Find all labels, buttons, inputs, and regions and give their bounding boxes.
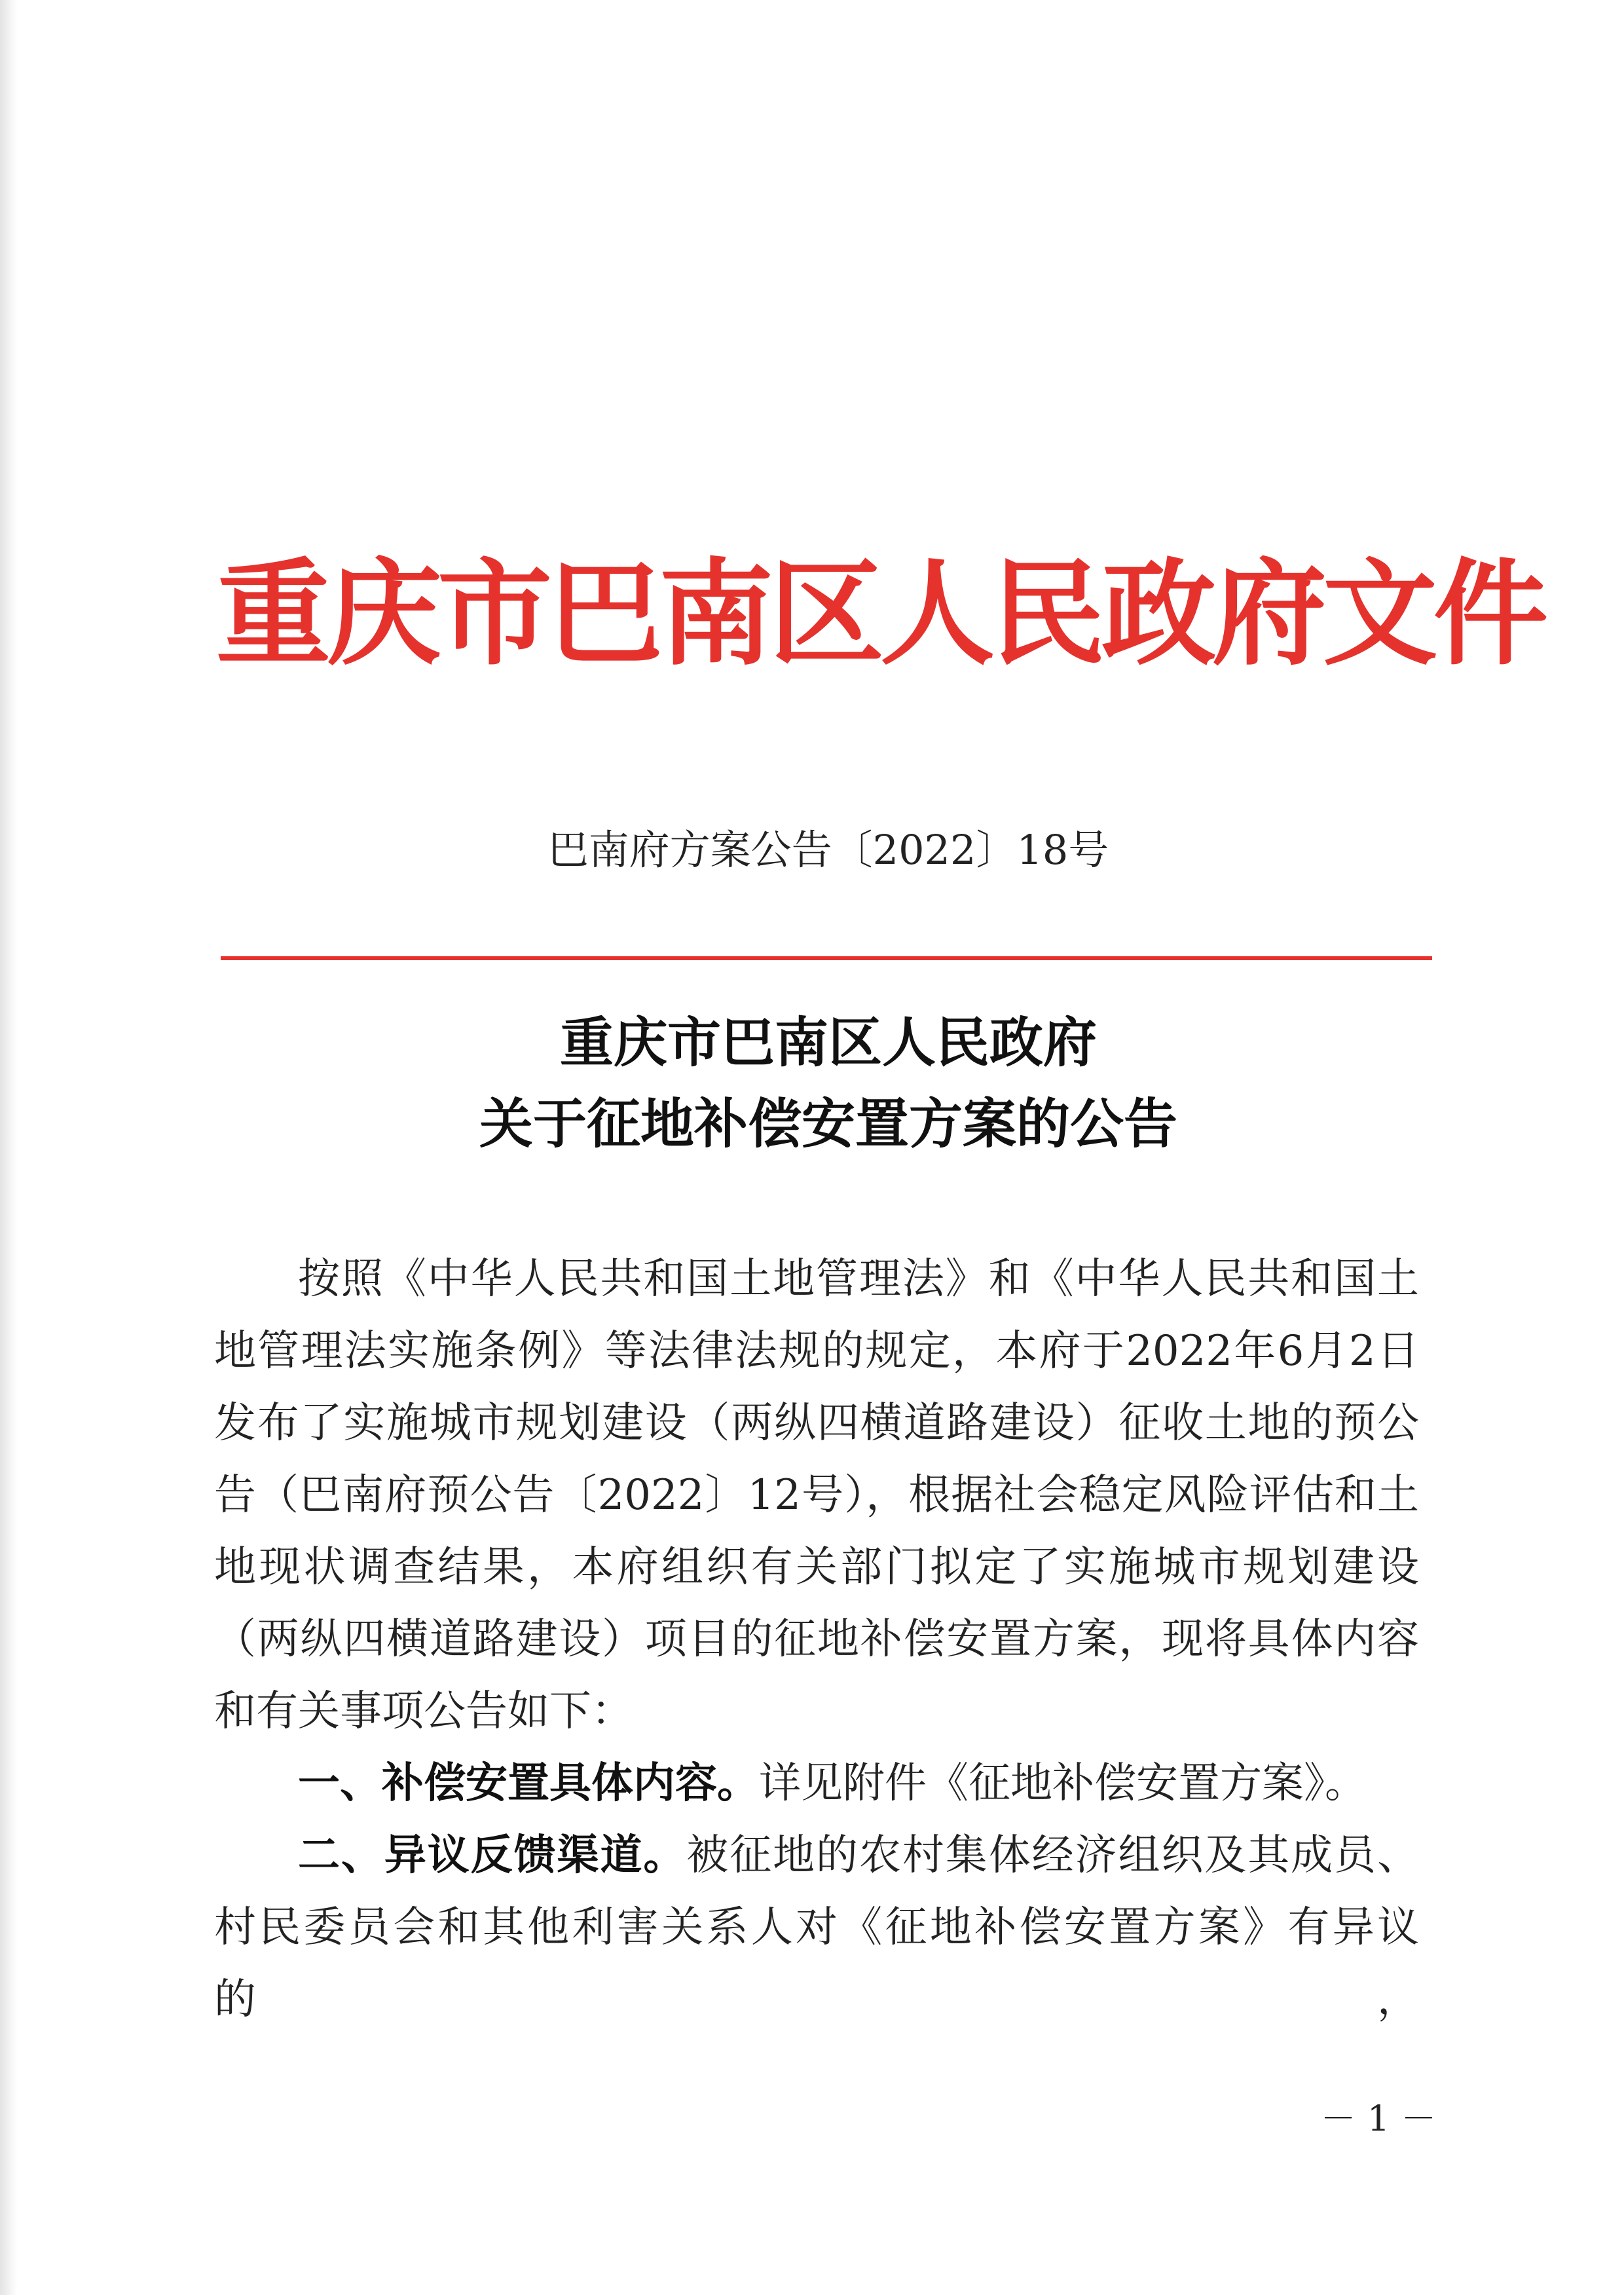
intro-paragraph: 按照《中华人民共和国土地管理法》和《中华人民共和国土地管理法实施条例》等法律法规的规定，本府于2022年6月2日发布了实施城市规划建设（两纵四横道路建设）征收土地的预公告（巴南府预公告〔2022〕12号），根据社会稳定风险评估和土地现状调查结果，本府组织有关部门拟定了实施城市规划建设（两纵四横道路建设）项目的征地补偿安置方案，现将具体内容和有关事项公告如下： xyxy=(214,1255,1419,1736)
section-1-text: 详见附件《征地补偿安置方案》。 xyxy=(759,1759,1367,1808)
section-1-paragraph xyxy=(214,1747,1419,1819)
section-2-text: 被征地的农村集体经济组织及其成员、村民委员会和其他利害关系人对《征地补偿安置方案》有异议的， xyxy=(214,1831,1419,2024)
document-title xyxy=(216,1002,1441,1165)
document-body xyxy=(214,1243,1419,2036)
section-1-heading: 一、补偿安置具体内容。 xyxy=(298,1759,759,1808)
section-2-paragraph xyxy=(214,1819,1419,2036)
section-2-heading: 二、异议反馈渠道。 xyxy=(298,1831,687,1880)
document-title-line-1: 重庆市巴南区人民政府 xyxy=(559,1011,1097,1074)
document-title-line-2: 关于征地补偿安置方案的公告 xyxy=(479,1092,1177,1155)
page-edge-shadow xyxy=(0,0,17,2295)
issuer-header: 重庆市巴南区人民政府文件 xyxy=(216,547,1544,681)
document-number: 巴南府方案公告〔2022〕18号 xyxy=(547,826,1109,874)
red-divider-line xyxy=(221,956,1432,960)
page-number: － 1 － xyxy=(1320,2098,1437,2139)
